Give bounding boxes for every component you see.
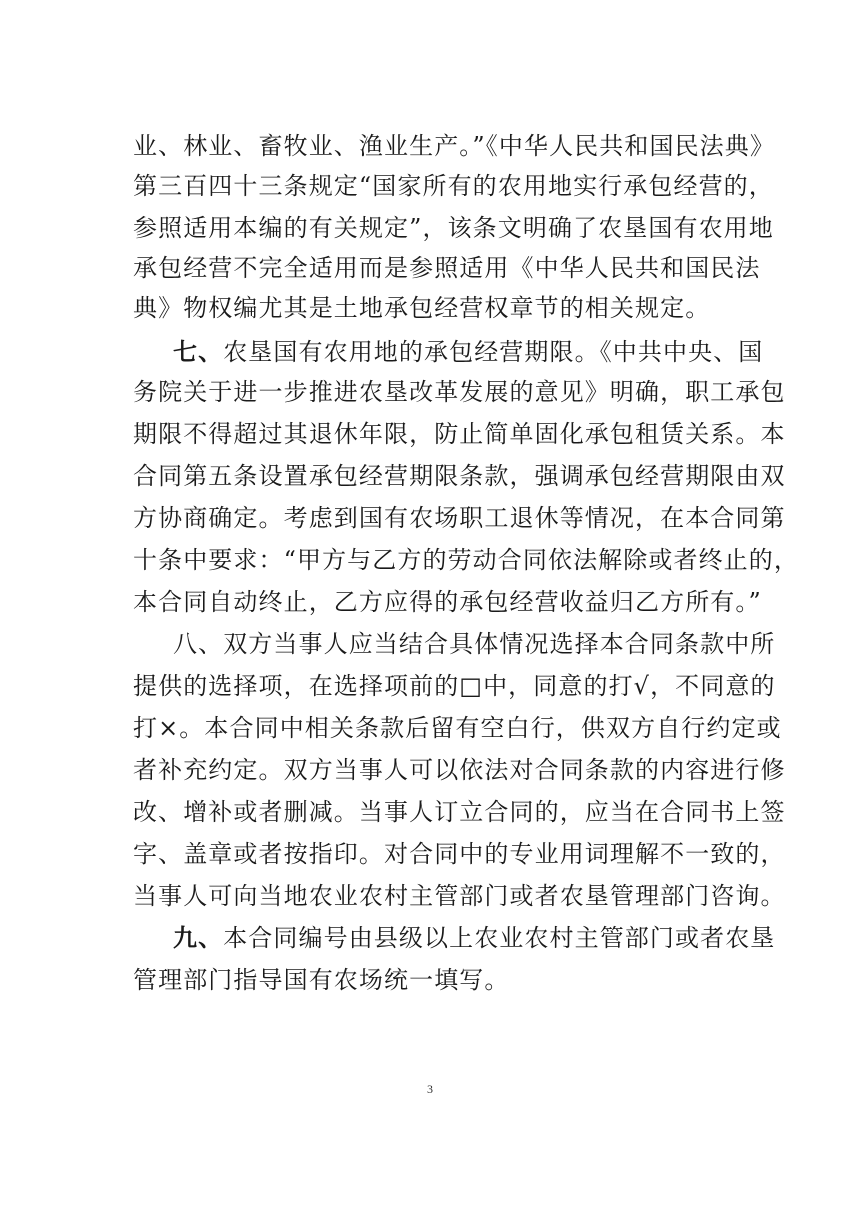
paragraph-line: 承包经营不完全适用而是参照适用《中华人民共和国民法 bbox=[133, 254, 761, 282]
paragraph-line: 管理部门指导国有农场统一填写。 bbox=[133, 966, 510, 994]
paragraph-line-text: 农垦国有农用地的承包经营期限。《中共中央、国 bbox=[223, 338, 764, 366]
paragraph-line: 当事人可向当地农业农村主管部门或者农垦管理部门咨询。 bbox=[133, 882, 786, 910]
paragraph-line: 业、林业、畜牧业、渔业生产。”《中华人民共和国民法典》 bbox=[133, 132, 775, 160]
paragraph-line: 方协商确定。考虑到国有农场职工退休等情况，在本合同第 bbox=[133, 504, 786, 532]
paragraph-line: 典》物权编尤其是土地承包经营权章节的相关规定。 bbox=[133, 294, 711, 322]
paragraph-line: 务院关于进一步推进农垦改革发展的意见》明确，职工承包 bbox=[133, 378, 786, 406]
paragraph-line: 合同第五条设置承包经营期限条款，强调承包经营期限由双 bbox=[133, 462, 786, 490]
paragraph-first-line bbox=[133, 332, 764, 372]
page-number: 3 bbox=[427, 1082, 433, 1096]
section-number-eight: 八、 bbox=[173, 630, 224, 658]
paragraph-line: 改、增补或者删减。当事人订立合同的，应当在合同书上签 bbox=[133, 798, 786, 826]
paragraph-line: 参照适用本编的有关规定”，该条文明确了农垦国有农用地 bbox=[133, 214, 774, 242]
section-number-nine: 九、 bbox=[173, 923, 224, 952]
paragraph-line: 提供的选择项，在选择项前的□中，同意的打√，不同意的 bbox=[133, 672, 776, 700]
paragraph-line-text: 双方当事人应当结合具体情况选择本合同条款中所 bbox=[223, 630, 776, 658]
paragraph-line: 者补充约定。双方当事人可以依法对合同条款的内容进行修 bbox=[133, 756, 786, 784]
paragraph-line: 本合同自动终止，乙方应得的承包经营收益归乙方所有。” bbox=[133, 588, 762, 616]
paragraph-line: 十条中要求：“甲方与乙方的劳动合同依法解除或者终止的， bbox=[133, 546, 799, 574]
paragraph-first-line bbox=[133, 918, 776, 958]
paragraph-line-text: 本合同编号由县级以上农业农村主管部门或者农垦 bbox=[223, 924, 776, 952]
section-number-seven: 七、 bbox=[173, 337, 224, 366]
paragraph-first-line bbox=[133, 624, 776, 664]
paragraph-line: 期限不得超过其退休年限，防止简单固化承包租赁关系。本 bbox=[133, 420, 786, 448]
paragraph-line: 第三百四十三条规定“国家所有的农用地实行承包经营的， bbox=[133, 172, 774, 200]
paragraph-line: 字、盖章或者按指印。对合同中的专业用词理解不一致的， bbox=[133, 840, 786, 868]
paragraph-line: 打×。本合同中相关条款后留有空白行，供双方自行约定或 bbox=[133, 714, 782, 742]
